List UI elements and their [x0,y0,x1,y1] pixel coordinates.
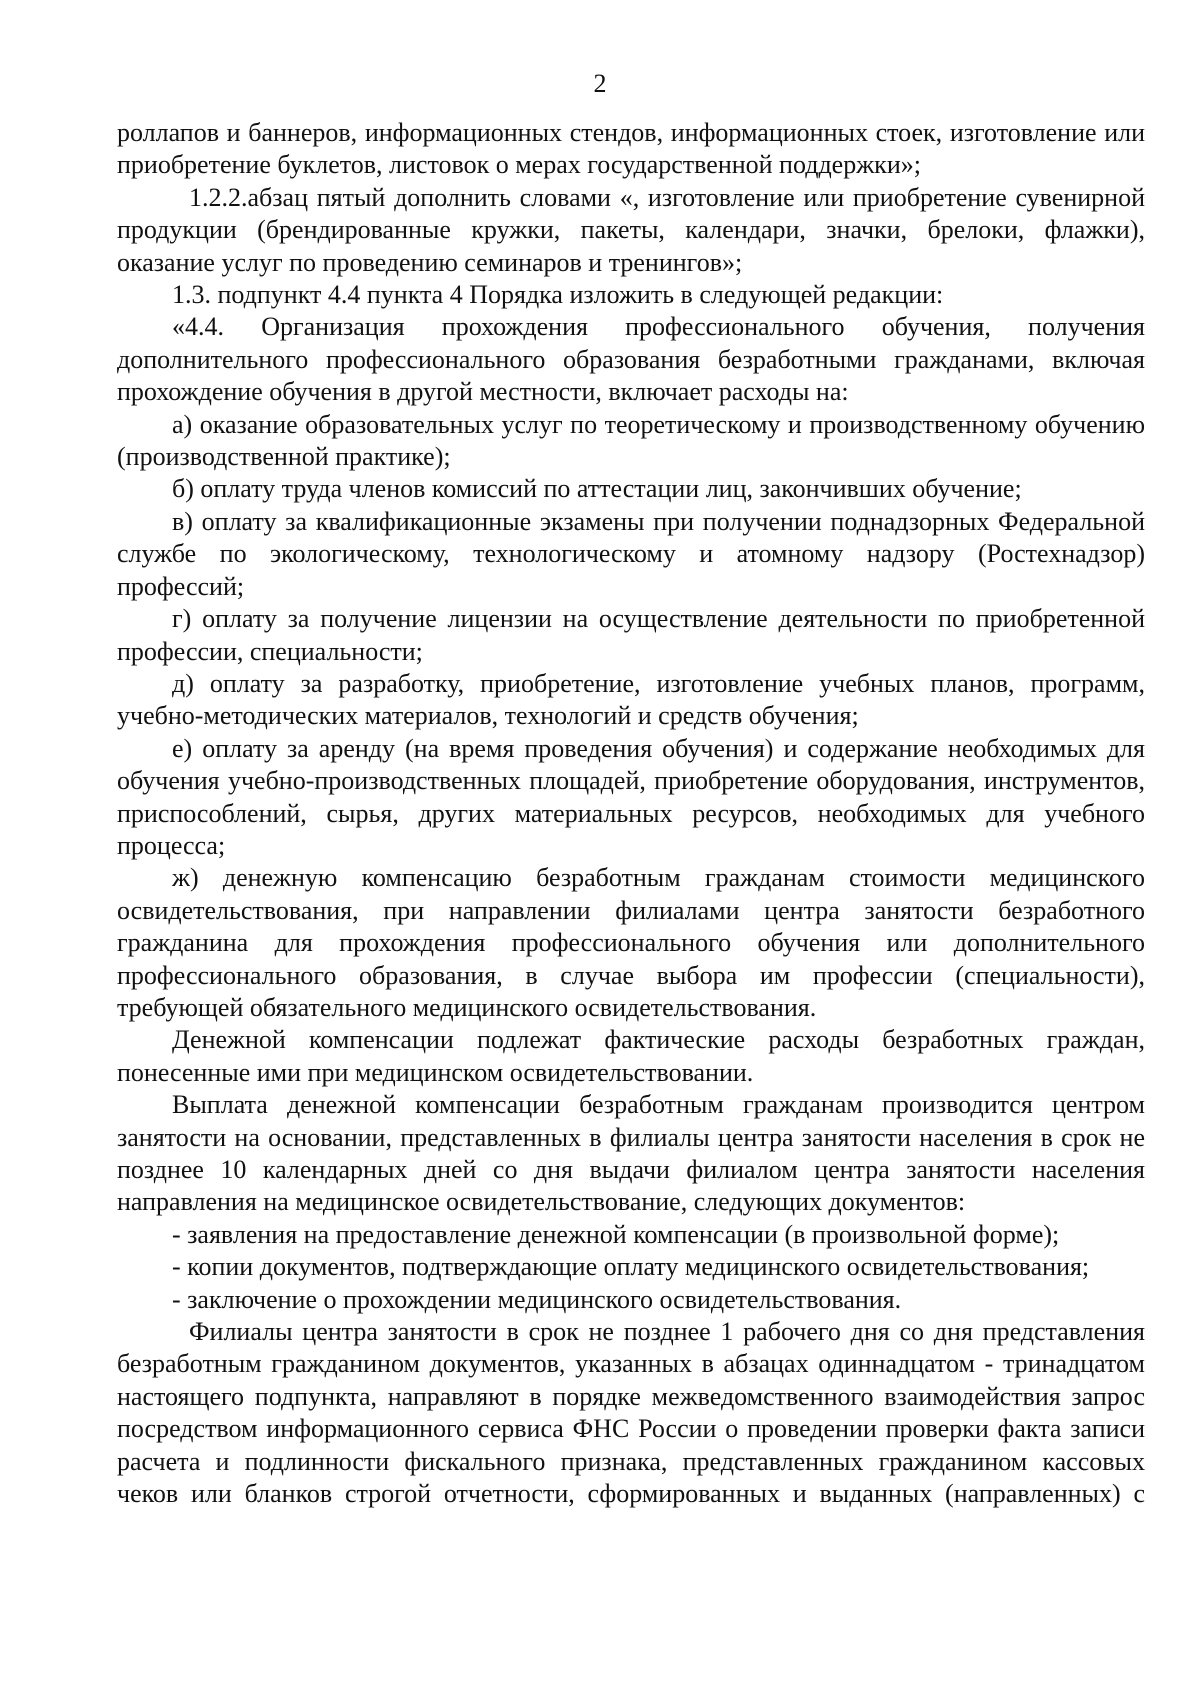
paragraph: роллапов и баннеров, информационных стендов, информационных стоек, изготовление или приобретение буклетов, листовок о мерах государственной поддержки»; [117,118,1145,180]
paragraph: 1.2.2.абзац пятый дополнить словами «, изготовление или приобретение сувенирной продукции (брендированные кружки, пакеты, календари, значки, брелоки, флажки), оказание услуг по проведению семинаров и тренингов»; [117,182,1145,277]
paragraph: в) оплату за квалификационные экзамены при получении поднадзорных Федеральной службе по экологическому, технологическому и атомному надзору (Ростехнадзор) профессий; [117,506,1145,601]
paragraph: Денежной компенсации подлежат фактические расходы безработных граждан, понесенные ими при медицинском освидетельствовании. [117,1025,1145,1087]
document-body [117,117,1145,1510]
paragraph: 1.3. подпункт 4.4 пункта 4 Порядка изложить в следующей редакции: [172,280,944,310]
paragraph: Выплата денежной компенсации безработным гражданам производится центром занятости на основании, представленных в филиалы центра занятости населения в срок не позднее 10 календарных дней со дня выдачи филиалом центра занятости населения направления на медицинское освидетельствование, следующих документов: [117,1090,1145,1217]
page-number: 2 [593,69,607,98]
paragraph: е) оплату за аренду (на время проведения обучения) и содержание необходимых для обучения учебно-производственных площадей, приобретение оборудования, инструментов, приспособлений, сырья, других материальных ресурсов, необходимых для учебного процесса; [117,733,1145,860]
paragraph: - заявления на предоставление денежной компенсации (в произвольной форме); [172,1219,1060,1249]
paragraph: б) оплату труда членов комиссий по аттестации лиц, закончивших обучение; [172,474,1022,504]
paragraph: г) оплату за получение лицензии на осуществление деятельности по приобретенной профессии, специальности; [117,604,1145,666]
paragraph: а) оказание образовательных услуг по теоретическому и производственному обучению (производственной практике); [117,409,1145,472]
paragraph: - копии документов, подтверждающие оплату медицинского освидетельствования; [172,1252,1090,1282]
paragraph: Филиалы центра занятости в срок не позднее 1 рабочего дня со дня представления безработным гражданином документов, указанных в абзацах одиннадцатом - тринадцатом настоящего подпункта, направляют в порядке межведомственного взаимодействия запрос посредством информационного сервиса ФНС России о проведении проверки факта записи расчета и подлинности фискального признака, представленных гражданином кассовых чеков или бланков строгой отчетности, сформированных и выданных (направленных) с [117,1317,1145,1509]
paragraph: - заключение о прохождении медицинского освидетельствования. [172,1284,902,1314]
paragraph: «4.4. Организация прохождения профессионального обучения, получения дополнительного профессионального образования безработными гражданами, включая прохождение обучения в другой местности, включает расходы на: [117,312,1145,407]
paragraph: д) оплату за разработку, приобретение, изготовление учебных планов, программ, учебно-методических материалов, технологий и средств обучения; [117,668,1145,731]
paragraph: ж) денежную компенсацию безработным гражданам стоимости медицинского освидетельствования, при направлении филиалами центра занятости безработного гражданина для прохождения профессионального обучения или дополнительного профессионального образования, в случае выбора им профессии (специальности), требующей обязательного медицинского освидетельствования. [117,863,1145,1022]
